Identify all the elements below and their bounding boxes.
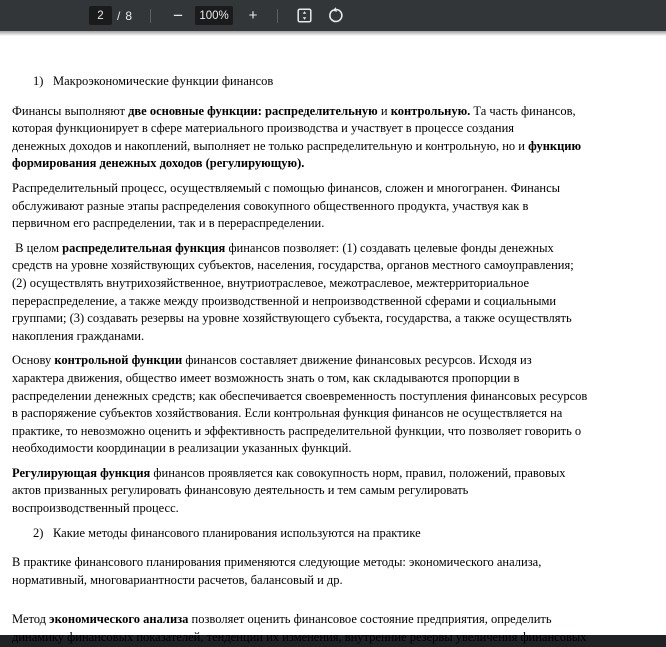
page-number-input[interactable]: 2 bbox=[89, 6, 112, 25]
text-line bbox=[12, 465, 666, 483]
text-line bbox=[12, 73, 666, 91]
text-run: денежных доходов и накоплений, выполняет не только распределительную и контрольную, но и bbox=[12, 138, 529, 153]
fit-page-button[interactable] bbox=[292, 0, 316, 31]
text-run: контрольной функции bbox=[54, 353, 183, 368]
text-run: финансов составляет движение финансовых ресурсов. Исходя из bbox=[182, 353, 532, 368]
text-line bbox=[12, 198, 666, 216]
text-run: группами; (3) создавать резервы на уровне хозяйствующего субъекта, государства, а также осуществлять bbox=[12, 311, 572, 326]
text-line bbox=[12, 370, 666, 388]
text-line bbox=[12, 405, 666, 423]
text-line bbox=[12, 572, 666, 590]
list-marker: 2) bbox=[33, 525, 44, 540]
document-content bbox=[0, 31, 666, 647]
text-run: в распоряжение субъектов хозяйствования. Если контрольная функция финансов не осуществляется на bbox=[12, 406, 563, 421]
list-marker: 1) bbox=[33, 74, 44, 88]
text-line bbox=[12, 293, 666, 311]
text-run: перераспределение, а также между производственной и непроизводственной сферами и социальными bbox=[12, 293, 557, 308]
text-run: Основу bbox=[12, 353, 55, 368]
text-run: первичном его распределении, так и в перераспределении. bbox=[12, 216, 325, 231]
toolbar-controls bbox=[89, 0, 356, 31]
text-line bbox=[12, 500, 666, 518]
paragraph bbox=[12, 554, 666, 589]
text-run: Та часть финансов, bbox=[470, 103, 576, 118]
text-run: функцию bbox=[528, 138, 582, 153]
text-line bbox=[12, 103, 666, 121]
text-run: характера движения, общество имеет возможность знать о том, как складываются пропорции в bbox=[12, 370, 520, 385]
toolbar-shadow bbox=[0, 31, 666, 36]
text-run: воспроизводственный процесс. bbox=[12, 501, 179, 516]
text-run: В целом bbox=[12, 240, 63, 255]
text-line bbox=[12, 138, 666, 156]
zoom-level-display: 100% bbox=[195, 6, 233, 25]
text-run: распределительная функция bbox=[62, 240, 226, 255]
text-run: финансов позволяет: (1) создавать целевые фонды денежных bbox=[225, 240, 554, 255]
text-run: Финансы выполняют bbox=[12, 103, 129, 118]
text-line bbox=[12, 240, 666, 258]
text-run: контрольную. bbox=[390, 103, 471, 118]
text-run: экономического анализа bbox=[49, 612, 189, 627]
pdf-toolbar bbox=[0, 0, 666, 31]
text-run: финансов проявляется как совокупность норм, правил, положений, правовых bbox=[150, 465, 566, 480]
text-line bbox=[12, 180, 666, 198]
text-line bbox=[12, 328, 666, 346]
text-run: позволяет оценить финансовое состояние предприятия, определить bbox=[188, 612, 552, 627]
text-run: средств на уровне хозяйствующих субъектов, населения, государства, органов местного самоуправления; bbox=[12, 258, 574, 273]
toolbar-separator bbox=[150, 9, 151, 23]
text-line bbox=[12, 155, 666, 173]
text-line bbox=[12, 554, 666, 572]
text-run: формирования денежных доходов (регулирующую). bbox=[12, 156, 305, 171]
text-run: Регулирующая функция bbox=[12, 465, 151, 480]
text-line bbox=[12, 629, 666, 647]
paragraph bbox=[12, 240, 666, 346]
paragraph bbox=[12, 465, 666, 518]
text-run: Метод bbox=[12, 612, 50, 627]
text-line bbox=[12, 388, 666, 406]
text-run: динамику финансовых показателей, тенденции их изменения, внутренние резервы увеличения финансовых bbox=[12, 630, 587, 645]
rotate-counterclockwise-icon bbox=[328, 7, 345, 24]
toolbar-separator bbox=[277, 9, 278, 23]
pdf-page[interactable] bbox=[0, 31, 666, 645]
text-line bbox=[12, 120, 666, 138]
page-count-label: 8 bbox=[125, 8, 133, 23]
text-line bbox=[12, 525, 666, 543]
text-run: практике, то невозможно оценить и эффективность распределительной функции, что позволяет говорить о bbox=[12, 423, 582, 438]
text-run: распределении денежных средств; как обеспечивается своевременность поступления финансовых ресурсов bbox=[12, 388, 588, 403]
zoom-in-button[interactable] bbox=[241, 0, 265, 31]
plus-icon: + bbox=[248, 7, 258, 24]
paragraph bbox=[12, 352, 666, 458]
text-line bbox=[12, 423, 666, 441]
text-run: Какие методы финансового планирования используются на практике bbox=[53, 525, 421, 540]
minus-icon: − bbox=[173, 5, 183, 25]
text-run: обслуживают разные этапы распределения совокупного общественного продукта, участвуя как в bbox=[12, 198, 529, 213]
paragraph bbox=[12, 180, 666, 233]
numbered-heading bbox=[12, 73, 666, 91]
text-line bbox=[12, 275, 666, 293]
zoom-out-button[interactable] bbox=[166, 0, 190, 31]
text-line bbox=[12, 215, 666, 233]
text-line bbox=[12, 440, 666, 458]
fit-page-icon bbox=[296, 7, 313, 24]
text-run: которая функционирует в сфере материального производства и участвует в процессе создания bbox=[12, 121, 515, 136]
text-line bbox=[12, 257, 666, 275]
paragraph bbox=[12, 611, 666, 646]
text-run: две основные функции: распределительную bbox=[128, 103, 378, 118]
text-line bbox=[12, 310, 666, 328]
text-run: нормативный, многовариантности расчетов, балансовый и др. bbox=[12, 572, 343, 587]
text-run: В практике финансового планирования применяются следующие методы: экономического анализа, bbox=[12, 555, 542, 570]
text-run: и bbox=[377, 103, 391, 118]
text-line bbox=[12, 352, 666, 370]
text-run: Макроэкономические функции финансов bbox=[53, 74, 274, 88]
text-line bbox=[12, 482, 666, 500]
rotate-button[interactable] bbox=[324, 0, 348, 31]
text-run: необходимости координации в реализации указанных функций. bbox=[12, 441, 352, 456]
page-separator-label: / bbox=[117, 8, 121, 23]
numbered-heading bbox=[12, 525, 666, 543]
text-line bbox=[12, 611, 666, 629]
text-run: накопления гражданами. bbox=[12, 328, 145, 343]
text-run: Распределительный процесс, осуществляемый с помощью финансов, сложен и многогранен. Финансы bbox=[12, 180, 561, 195]
text-run: актов призванных регулировать финансовую деятельность и тем самым регулировать bbox=[12, 483, 469, 498]
paragraph bbox=[12, 103, 666, 173]
text-run: (2) осуществлять внутрихозяйственное, внутриотраслевое, межотраслевое, межтерриториальное bbox=[12, 275, 530, 290]
